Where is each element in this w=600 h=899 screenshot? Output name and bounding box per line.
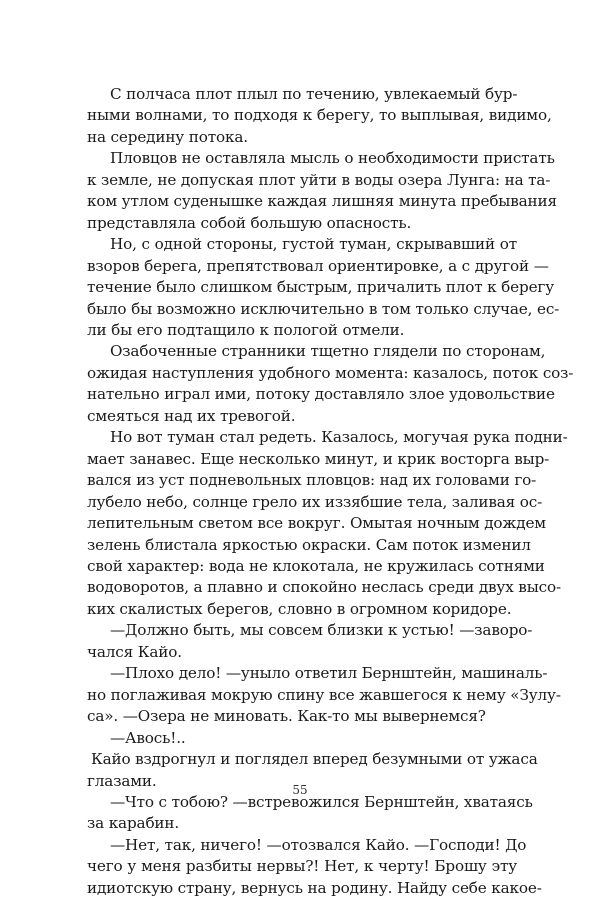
text-line: водоворотов, а плавно и спокойно неслась среди двух высо- <box>87 578 561 597</box>
text-line: ожидая наступления удобного момента: казалось, поток соз- <box>87 363 574 382</box>
text-line: течение было слишком быстрым, причалить плот к берегу <box>87 278 555 297</box>
text-line: Но, с одной стороны, густой туман, скрывавший от <box>110 235 517 254</box>
text-line: на середину потока. <box>87 127 248 146</box>
text-line: мает занавес. Еще несколько минут, и крик восторга выр- <box>87 449 550 468</box>
text-line: Пловцов не оставляла мысль о необходимости пристать <box>110 149 555 168</box>
text-line: свой характер: вода не клокотала, не кружилась сотнями <box>87 556 545 575</box>
text-line: нательно играл ими, потоку доставляло злое удовольствие <box>87 385 555 404</box>
text-line: лубело небо, солнце грело их иззябшие тела, заливая ос- <box>87 492 543 511</box>
page-number: 55 <box>292 783 308 797</box>
text-line: глазами. <box>87 771 157 790</box>
text-line: ких скалистых берегов, словно в огромном коридоре. <box>87 599 512 618</box>
text-line: ли бы его подтащило к пологой отмели. <box>87 320 405 339</box>
text-line: за карабин. <box>87 814 180 833</box>
text-line: С полчаса плот плыл по течению, увлекаемый бур- <box>110 85 518 103</box>
text-line: ком утлом суденышке каждая лишняя минута пребывания <box>87 192 557 211</box>
text-line: Но вот туман стал редеть. Казалось, могучая рука подни- <box>110 428 568 447</box>
text-line: к земле, не допуская плот уйти в воды озера Лунга: на та- <box>87 170 551 189</box>
text-line: —Плохо дело! —уныло ответил Бернштейн, машиналь- <box>110 664 548 683</box>
text-line: —Нет, так, ничего! —отозвался Кайо. —Господи! До <box>110 835 527 854</box>
text-line: зелень блистала яркостью окраски. Сам поток изменил <box>87 535 531 554</box>
body-text <box>87 84 574 899</box>
text-line: —Авось!.. <box>110 728 186 747</box>
text-line: ными волнами, то подходя к берегу, то выплывая, видимо, <box>87 106 552 125</box>
text-line: —Должно быть, мы совсем близки к устью! —заворо- <box>110 621 533 640</box>
text-line: взоров берега, препятствовал ориентировке, а с другой — <box>87 256 549 275</box>
text-line: но поглаживая мокрую спину все жавшегося к нему «Зулу- <box>87 685 561 704</box>
text-line: чего у меня разбиты нервы?! Нет, к черту! Брошу эту <box>87 857 517 876</box>
text-line: идиотскую страну, вернусь на родину. Найду себе какое- <box>87 878 542 897</box>
text-line: чался Кайо. <box>87 642 182 661</box>
text-line: представляла собой большую опасность. <box>87 213 412 232</box>
text-line: лепительным светом все вокруг. Омытая ночным дождем <box>87 514 546 533</box>
text-line: са». —Озера не миновать. Как-то мы вывернемся? <box>87 707 486 726</box>
text-line: было бы возможно исключительно в том только случае, ес- <box>87 299 560 318</box>
text-line: Кайо вздрогнул и поглядел вперед безумными от ужаса <box>91 750 538 769</box>
text-line: смеяться над их тревогой. <box>87 406 296 425</box>
text-line: вался из уст подневольных пловцов: над их головами го- <box>87 471 537 490</box>
text-line: Озабоченные странники тщетно глядели по сторонам, <box>110 342 546 361</box>
text-line: —Что с тобою? —встревожился Бернштейн, хватаясь <box>110 792 533 811</box>
